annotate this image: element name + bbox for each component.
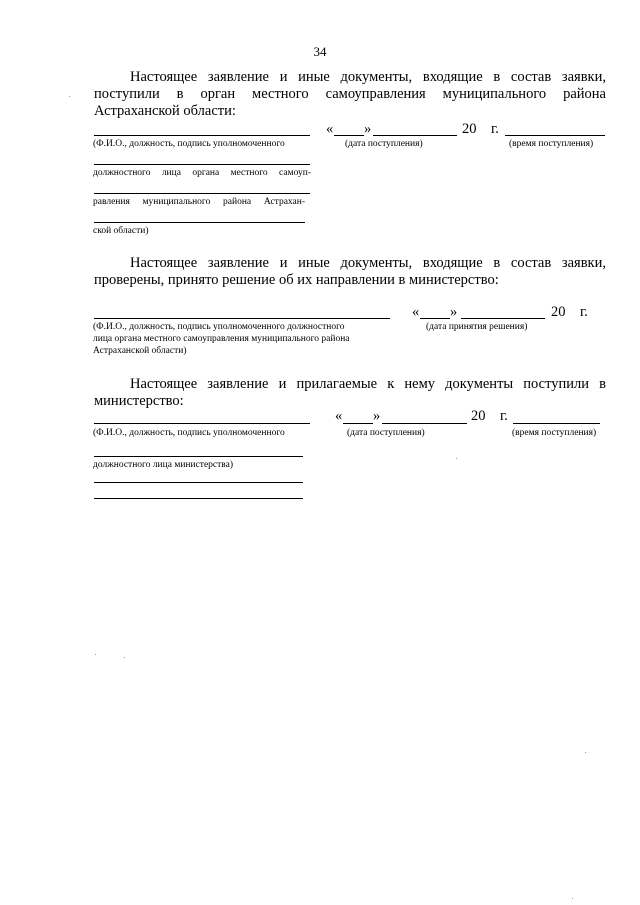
section1-time-line [505,135,605,136]
section1-name-line [94,135,310,136]
section1-year-suffix: г. [491,121,499,137]
section1-year-prefix: 20 [462,121,477,137]
section2-year-suffix: г. [580,304,588,320]
section3-month-line [382,423,467,424]
scan-speck [572,898,573,899]
section1-quote-close: » [364,121,372,137]
section1-caption-name-2: должностного лица органа местного самоуп- [93,168,311,178]
scan-speck [124,657,125,658]
section3-caption-time: (время поступления) [512,428,597,438]
section2-caption-name-3: Астраханской области) [93,346,187,356]
section1-caption-time: (время поступления) [509,139,594,149]
section3-name-line [94,423,310,424]
section3-day-line [343,423,373,424]
section3-year-prefix: 20 [471,408,486,424]
section1-name-line-3 [94,193,310,194]
section3-time-line [513,423,600,424]
section2-caption-name-2: лица органа местного самоуправления муниципального района [93,334,350,344]
scan-speck [95,654,96,655]
section2-paragraph: Настоящее заявление и иные документы, входящие в состав заявки, проверены, принято решение об их направлении в министерство: [94,255,606,288]
section1-caption-name-4: ской области) [93,226,149,236]
scan-speck [456,458,457,459]
page-number: 34 [313,44,327,59]
section1-caption-name-3: равления муниципального района Астрахан- [93,197,305,207]
section2-month-line [461,318,545,319]
section3-caption-date: (дата поступления) [347,428,425,438]
section2-quote-open: « [412,304,420,320]
section1-paragraph: Настоящее заявление и иные документы, входящие в состав заявки, поступили в орган местного самоуправления муниципального района Астраханской области: [94,69,606,119]
section2-name-line [94,318,390,319]
scan-speck [585,752,586,753]
section2-quote-close: » [450,304,458,320]
section3-extra-line-1 [94,482,303,483]
section3-quote-close: » [373,408,381,424]
section1-quote-open: « [326,121,334,137]
section3-caption-name-1: (Ф.И.О., должность, подпись уполномоченного [93,428,285,438]
section2-caption-name-1: (Ф.И.О., должность, подпись уполномоченного должностного [93,322,345,332]
section3-year-suffix: г. [500,408,508,424]
section2-day-line [420,318,450,319]
section3-extra-line-2 [94,498,303,499]
section2-caption-date: (дата принятия решения) [426,322,528,332]
section2-year-prefix: 20 [551,304,566,320]
section1-name-line-4 [94,222,305,223]
section1-name-line-2 [94,164,310,165]
section3-quote-open: « [335,408,343,424]
section1-day-line [334,135,364,136]
section1-caption-name-1: (Ф.И.О., должность, подпись уполномоченного [93,139,285,149]
section3-name-line-2 [94,456,303,457]
section3-caption-name-2: должностного лица министерства) [93,460,234,470]
scan-speck [69,96,70,97]
section1-caption-date: (дата поступления) [345,139,423,149]
section3-paragraph: Настоящее заявление и прилагаемые к нему документы поступили в министерство: [94,376,606,409]
section1-month-line [373,135,457,136]
